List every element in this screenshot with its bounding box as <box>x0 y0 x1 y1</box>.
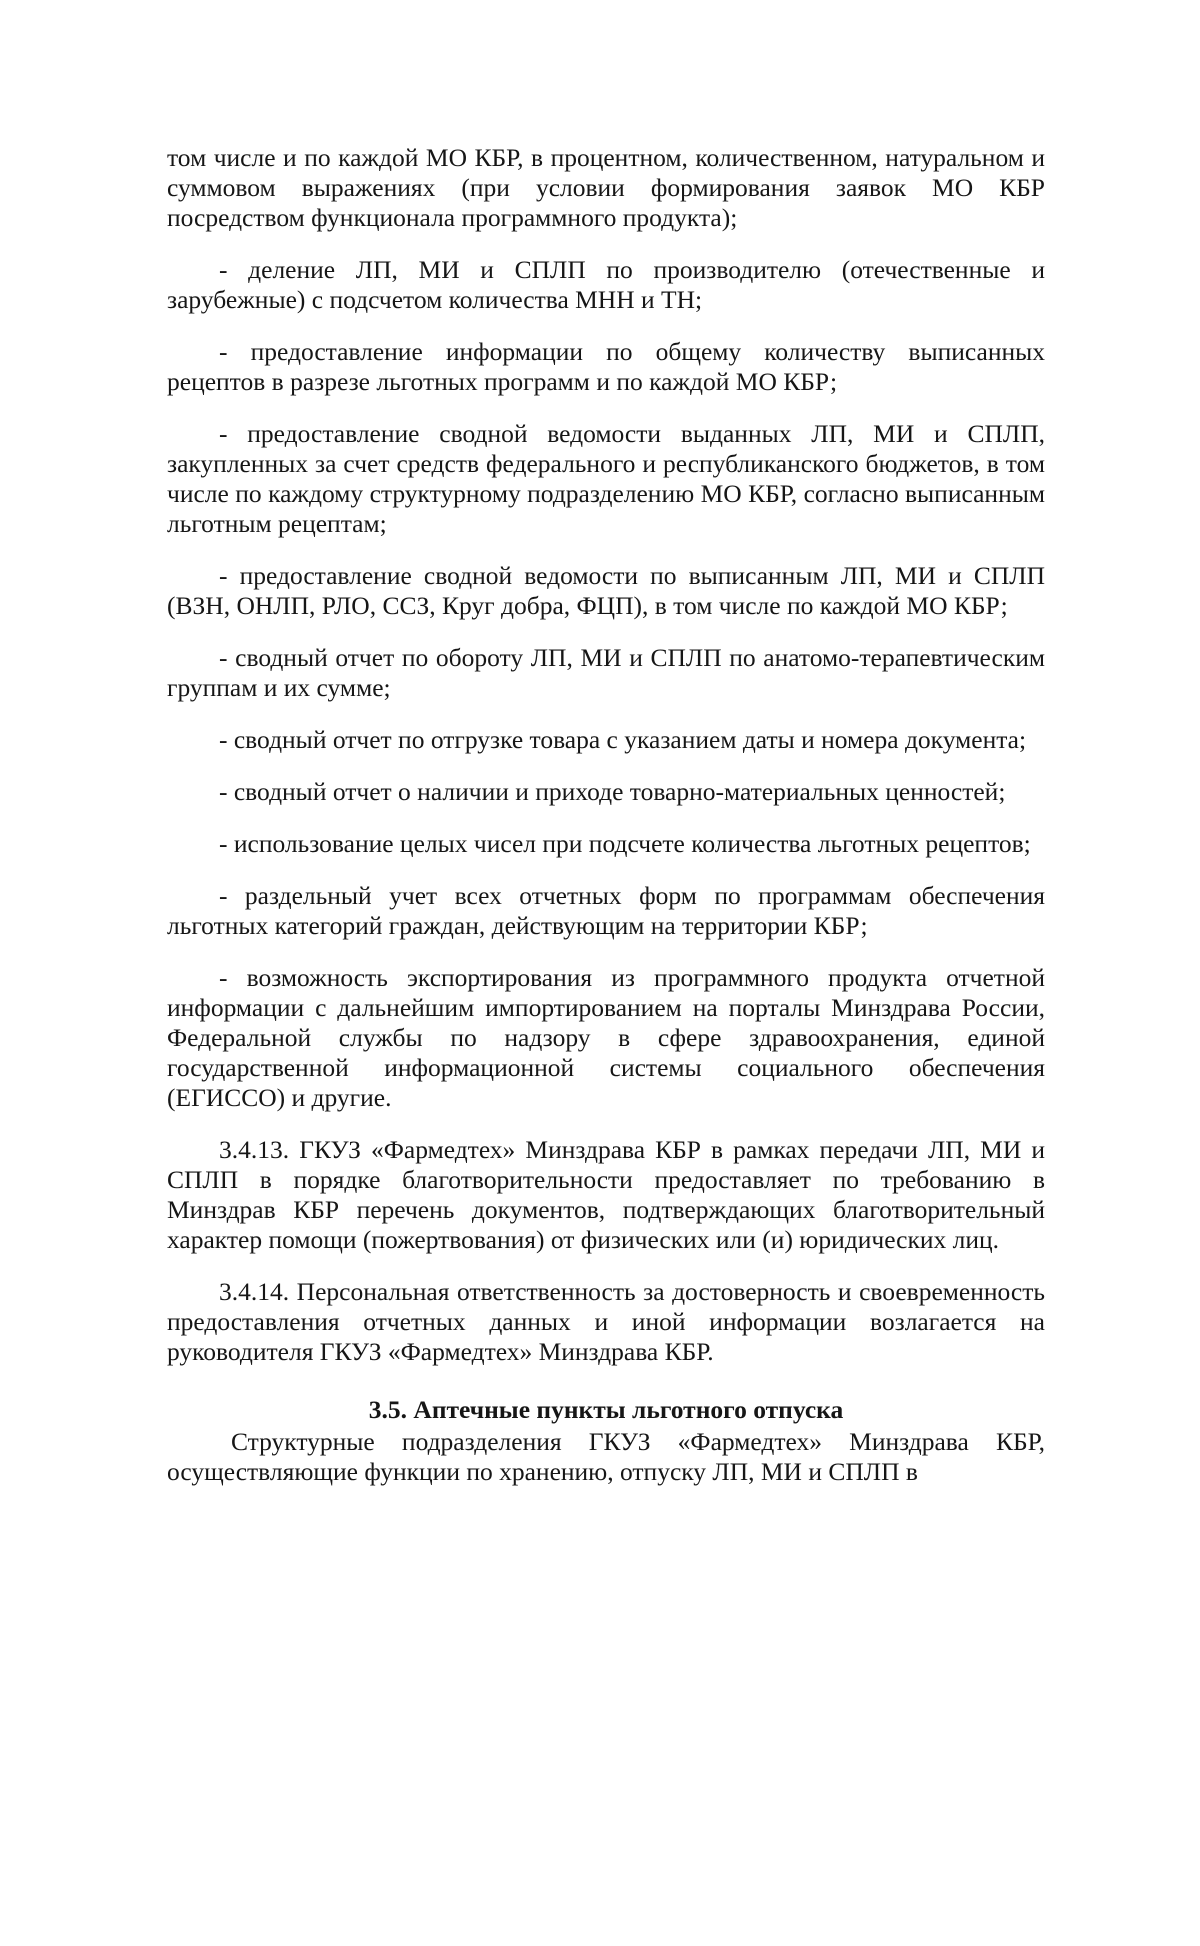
list-item-separate-accounting: - раздельный учет всех отчетных форм по программам обеспечения льготных категорий граждан, действующим на территории КБР; <box>167 881 1045 940</box>
list-item-export-capability: - возможность экспортирования из программного продукта отчетной информации с дальнейшим импортированием на порталы Минздрава России, Федеральной службы по надзору в сфере здравоохранения, единой государственной информационной системы социального обеспечения (ЕГИССО) и другие. <box>167 963 1045 1112</box>
list-item-shipment-report: - сводный отчет по отгрузке товара с указанием даты и номера документа; <box>219 725 1027 754</box>
section-3-5-text: Структурные подразделения ГКУЗ «Фармедтех» Минздрава КБР, осуществляющие функции по хранению, отпуску ЛП, МИ и СПЛП в <box>167 1427 1045 1486</box>
list-item-manufacturer-split: - деление ЛП, МИ и СПЛП по производителю (отечественные и зарубежные) с подсчетом количества МНН и ТН; <box>167 255 1045 314</box>
document-body <box>167 143 1045 1487</box>
clause-3-4-14: 3.4.14. Персональная ответственность за достоверность и своевременность предоставления отчетных данных и иной информации возлагается на руководителя ГКУЗ «Фармедтех» Минздрава КБР. <box>167 1277 1045 1366</box>
list-item-turnover-report: - сводный отчет по обороту ЛП, МИ и СПЛП по анатомо-терапевтическим группам и их сумме; <box>167 643 1045 702</box>
list-item-prescriptions-count: - предоставление информации по общему количеству выписанных рецептов в разрезе льготных программ и по каждой МО КБР; <box>167 337 1045 396</box>
paragraph-continuation: том числе и по каждой МО КБР, в процентном, количественном, натуральном и суммовом выражениях (при условии формирования заявок МО КБР посредством функционала программного продукта); <box>167 143 1045 232</box>
list-item-integer-counting: - использование целых чисел при подсчете количества льготных рецептов; <box>219 829 1031 858</box>
clause-3-4-13: 3.4.13. ГКУЗ «Фармедтех» Минздрава КБР в рамках передачи ЛП, МИ и СПЛП в порядке благотворительности предоставляет по требованию в Минздрав КБР перечень документов, подтверждающих благотворительный характер помощи (пожертвования) от физических или (и) юридических лиц. <box>167 1135 1045 1254</box>
list-item-inventory-report: - сводный отчет о наличии и приходе товарно-материальных ценностей; <box>219 777 1006 806</box>
section-title-3-5: 3.5. Аптечные пункты льготного отпуска <box>368 1395 844 1424</box>
list-item-prescribed-summary: - предоставление сводной ведомости по выписанным ЛП, МИ и СПЛП (ВЗН, ОНЛП, РЛО, ССЗ, Круг добра, ФЦП), в том числе по каждой МО КБР; <box>167 561 1045 620</box>
list-item-issued-summary: - предоставление сводной ведомости выданных ЛП, МИ и СПЛП, закупленных за счет средств федерального и республиканского бюджетов, в том числе по каждому структурному подразделению МО КБР, согласно выписанным льготным рецептам; <box>167 419 1045 538</box>
